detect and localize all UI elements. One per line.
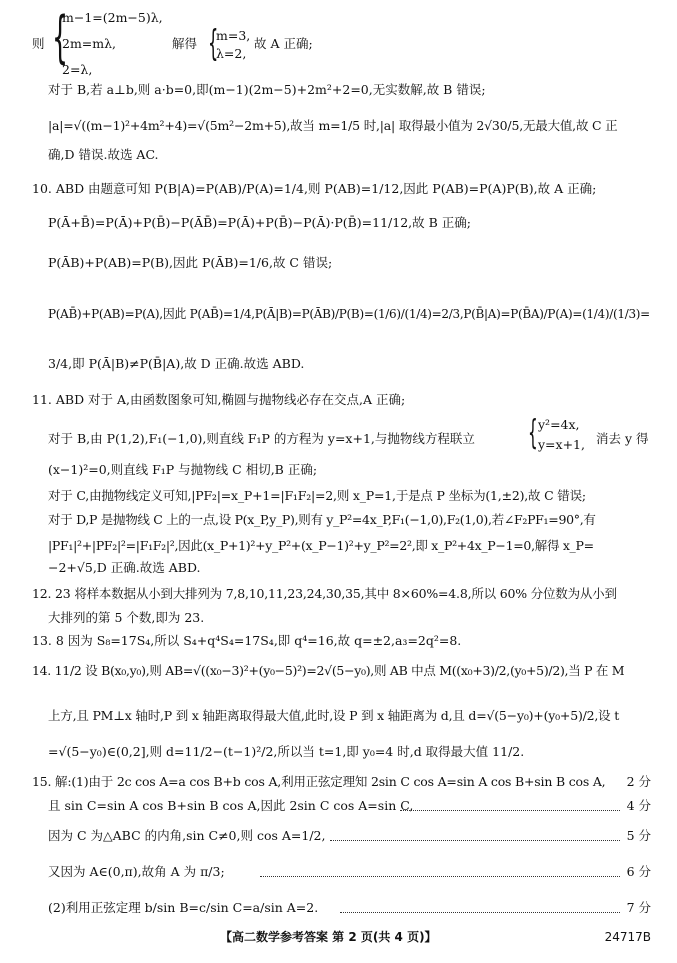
- q11-sys-row: y=x+1,: [538, 437, 585, 452]
- q15-line-4: 又因为 A∈(0,π),故角 A 为 π/3;: [48, 864, 225, 879]
- q11-line-5: 对于 D,P 是抛物线 C 上的一点,设 P(x_P,y_P),则有 y_P²=4x_P,F₁(−1,0),F₂(1,0),若∠F₂PF₁=90°,有: [48, 512, 596, 527]
- q9-brace-2: {: [208, 23, 219, 64]
- q9-line-b: 对于 B,若 a⊥b,则 a·b=0,即(m−1)(2m−5)+2m²+2=0,无实数解,故 B 错误;: [48, 82, 486, 97]
- q15-score: 4 分: [626, 798, 651, 813]
- q9-sys-prefix: 则: [32, 36, 45, 51]
- q15-line-3: 因为 C 为△ABC 的内角,sin C≠0,则 cos A=1/2,: [48, 828, 326, 843]
- q14-line-1: 14. 11/2 设 B(x₀,y₀),则 AB=√((x₀−3)²+(y₀−5)²)=2√(5−y₀),则 AB 中点 M((x₀+3)/2,(y₀+5)/2),当 P 在 M: [32, 663, 625, 678]
- q11-line-6: |PF₁|²+|PF₂|²=|F₁F₂|²,因此(x_P+1)²+y_P²+(x_P−1)²+y_P²=2²,即 x_P²+4x_P−1=0,解得 x_P=: [48, 538, 594, 553]
- q15-line-2: 且 sin C=sin A cos B+sin B cos A,因此 2sin C cos A=sin C,: [48, 798, 414, 813]
- q9-sys1-row: 2m=mλ,: [62, 36, 117, 51]
- q10-line-3: P(ĀB)+P(AB)=P(B),因此 P(ĀB)=1/6,故 C 错误;: [48, 255, 333, 270]
- q10-line-4: P(AB̄)+P(AB)=P(A),因此 P(AB̄)=1/4,P(Ā|B)=P(ĀB)/P(B)=(1/6)/(1/4)=2/3,P(B̄|A)=P(B̄A)/P(A)=(1/4)/(1/3)=: [48, 306, 650, 321]
- q9-line-d: 确,D 错误.故选 AC.: [48, 147, 159, 162]
- leader-dots: [260, 876, 620, 877]
- q15-score: 5 分: [626, 828, 651, 843]
- q9-solve-word: 解得: [172, 36, 198, 51]
- q11-line-4: 对于 C,由抛物线定义可知,|PF₂|=x_P+1=|F₁F₂|=2,则 x_P=1,于是点 P 坐标为(1,±2),故 C 错误;: [48, 488, 586, 503]
- q14-line-2: 上方,且 PM⊥x 轴时,P 到 x 轴距离取得最大值,此时,设 P 到 x 轴距离为 d,且 d=√(5−y₀)+(y₀+5)/2,设 t: [48, 708, 620, 723]
- leader-dots: [340, 912, 620, 913]
- q11-sys-row: y²=4x,: [538, 417, 580, 432]
- leader-dots: [400, 810, 620, 811]
- q9-sys2-row: λ=2,: [216, 46, 247, 61]
- q15-score: 6 分: [626, 864, 651, 879]
- q15-score: 7 分: [626, 900, 651, 915]
- q11-line-2-tail: 消去 y 得: [596, 431, 649, 446]
- q15-line-5: (2)利用正弦定理 b/sin B=c/sin C=a/sin A=2.: [48, 900, 319, 915]
- q11-line-2: 对于 B,由 P(1,2),F₁(−1,0),则直线 F₁P 的方程为 y=x+1,与抛物线方程联立: [48, 431, 475, 446]
- q10-line-1: 10. ABD 由题意可知 P(B|A)=P(AB)/P(A)=1/4,则 P(AB)=1/12,因此 P(AB)=P(A)P(B),故 A 正确;: [32, 181, 597, 196]
- q11-line-1: 11. ABD 对于 A,由函数图象可知,椭圆与抛物线必存在交点,A 正确;: [32, 392, 406, 407]
- footer-title: 【高二数学参考答案 第 2 页(共 4 页)】: [220, 930, 437, 944]
- q13-line-1: 13. 8 因为 S₈=17S₄,所以 S₄+q⁴S₄=17S₄,即 q⁴=16,故 q=±2,a₃=2q²=8.: [32, 633, 462, 648]
- leader-dots: [330, 840, 620, 841]
- q10-line-5: 3/4,即 P(Ā|B)≠P(B̄|A),故 D 正确.故选 ABD.: [48, 356, 305, 371]
- q9-sys1-row: m−1=(2m−5)λ,: [62, 10, 163, 25]
- q11-line-3: (x−1)²=0,则直线 F₁P 与抛物线 C 相切,B 正确;: [48, 462, 318, 477]
- q9-line-c: |a|=√((m−1)²+4m²+4)=√(5m²−2m+5),故当 m=1/5 时,|a| 取得最小值为 2√30/5,无最大值,故 C 正: [48, 118, 618, 133]
- q9-system: [32, 5, 352, 77]
- q15-score: 2 分: [626, 774, 651, 789]
- q9-sys2-row: m=3,: [216, 28, 251, 43]
- q11-line-7: −2+√5,D 正确.故选 ABD.: [48, 560, 201, 575]
- q9-sys1-row: 2=λ,: [62, 62, 93, 77]
- q10-line-2: P(Ā+B̄)=P(Ā)+P(B̄)−P(ĀB̄)=P(Ā)+P(B̄)−P(Ā)·P(B̄)=11/12,故 B 正确;: [48, 215, 471, 230]
- q14-line-3: =√(5−y₀)∈(0,2],则 d=11/2−(t−1)²/2,所以当 t=1,即 y₀=4 时,d 取得最大值 11/2.: [48, 744, 525, 759]
- q12-line-2: 大排列的第 5 个数,即为 23.: [48, 610, 205, 625]
- q11-brace: {: [528, 413, 538, 453]
- q12-line-1: 12. 23 将样本数据从小到大排列为 7,8,10,11,23,24,30,35,其中 8×60%=4.8,所以 60% 分位数为从小到: [32, 586, 617, 601]
- footer-code: 24717B: [604, 930, 651, 944]
- q9-sys-tail: 故 A 正确;: [254, 36, 313, 51]
- q9-brace-1: {: [52, 5, 69, 70]
- q15-line-1: 15. 解:(1)由于 2c cos A=a cos B+b cos A,利用正弦定理知 2sin C cos A=sin A cos B+sin B cos A,: [32, 774, 606, 789]
